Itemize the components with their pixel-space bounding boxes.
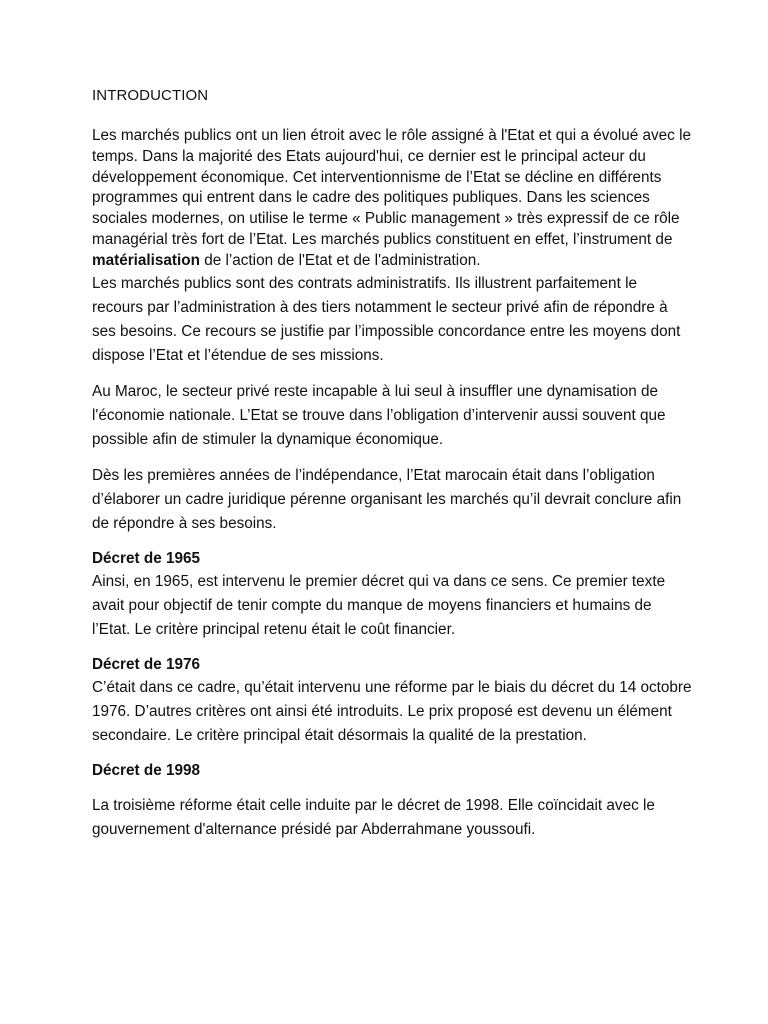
section-text-1998: La troisième réforme était celle induite par le décret de 1998. Elle coïncidait avec le gouvernement d'alternance présidé par Abderrahmane youssoufi. bbox=[92, 796, 655, 838]
section-text-1965: Ainsi, en 1965, est intervenu le premier décret qui va dans ce sens. Ce premier texte avait pour objectif de tenir compte du manque de moyens financiers et humains de l’Etat. Le critère principal retenu était le coût financier. bbox=[92, 572, 666, 638]
section-heading-1998: Décret de 1998 bbox=[92, 761, 200, 779]
paragraph-maroc: Au Maroc, le secteur privé reste incapable à lui seul à insuffler une dynamisation de l'économie nationale. L’Etat se trouve dans l’obligation d’intervenir aussi souvent que possible afin de stimuler la dynamique économique. bbox=[92, 382, 666, 448]
document-title: INTRODUCTION bbox=[92, 87, 209, 104]
paragraph-intro-text: Les marchés publics ont un lien étroit avec le rôle assigné à l'Etat et qui a évolué avec le temps. Dans la majorité des Etats aujourd'hui, ce dernier est le principal acteur du développement économique. Cet interventionnisme de l’Etat se décline en différents programmes qui entrent dans le cadre des politiques publiques. Dans les sciences sociales modernes, on utilise le terme « Public management » très expressif de ce rôle managérial très fort de l’Etat. Les marchés publics constituent en effet, l’instrument de bbox=[92, 127, 691, 248]
section-heading-1965: Décret de 1965 bbox=[92, 549, 200, 567]
section-heading-1976: Décret de 1976 bbox=[92, 655, 200, 673]
section-text-1976: C’était dans ce cadre, qu’était intervenu une réforme par le biais du décret du 14 octobre 1976. D’autres critères ont ainsi été introduits. Le prix proposé est devenu un élément secondaire. Le critère principal était désormais la qualité de la prestation. bbox=[92, 678, 692, 744]
bold-term: matérialisation bbox=[92, 251, 200, 269]
paragraph-independance: Dès les premières années de l’indépendance, l’Etat marocain était dans l’obligation d’élaborer un cadre juridique pérenne organisant les marchés qu’il devrait conclure afin de répondre à ses besoins. bbox=[92, 466, 682, 532]
paragraph-intro-end: de l’action de l'Etat et de l'administration. bbox=[199, 251, 481, 269]
paragraph-intro bbox=[92, 126, 692, 272]
paragraph-contracts: Les marchés publics sont des contrats administratifs. Ils illustrent parfaitement le recours par l’administration à des tiers notamment le secteur privé afin de répondre à ses besoins. Ce recours se justifie par l’impossible concordance entre les moyens dont dispose l’Etat et l’étendue de ses missions. bbox=[92, 274, 681, 364]
document-page bbox=[92, 86, 692, 854]
